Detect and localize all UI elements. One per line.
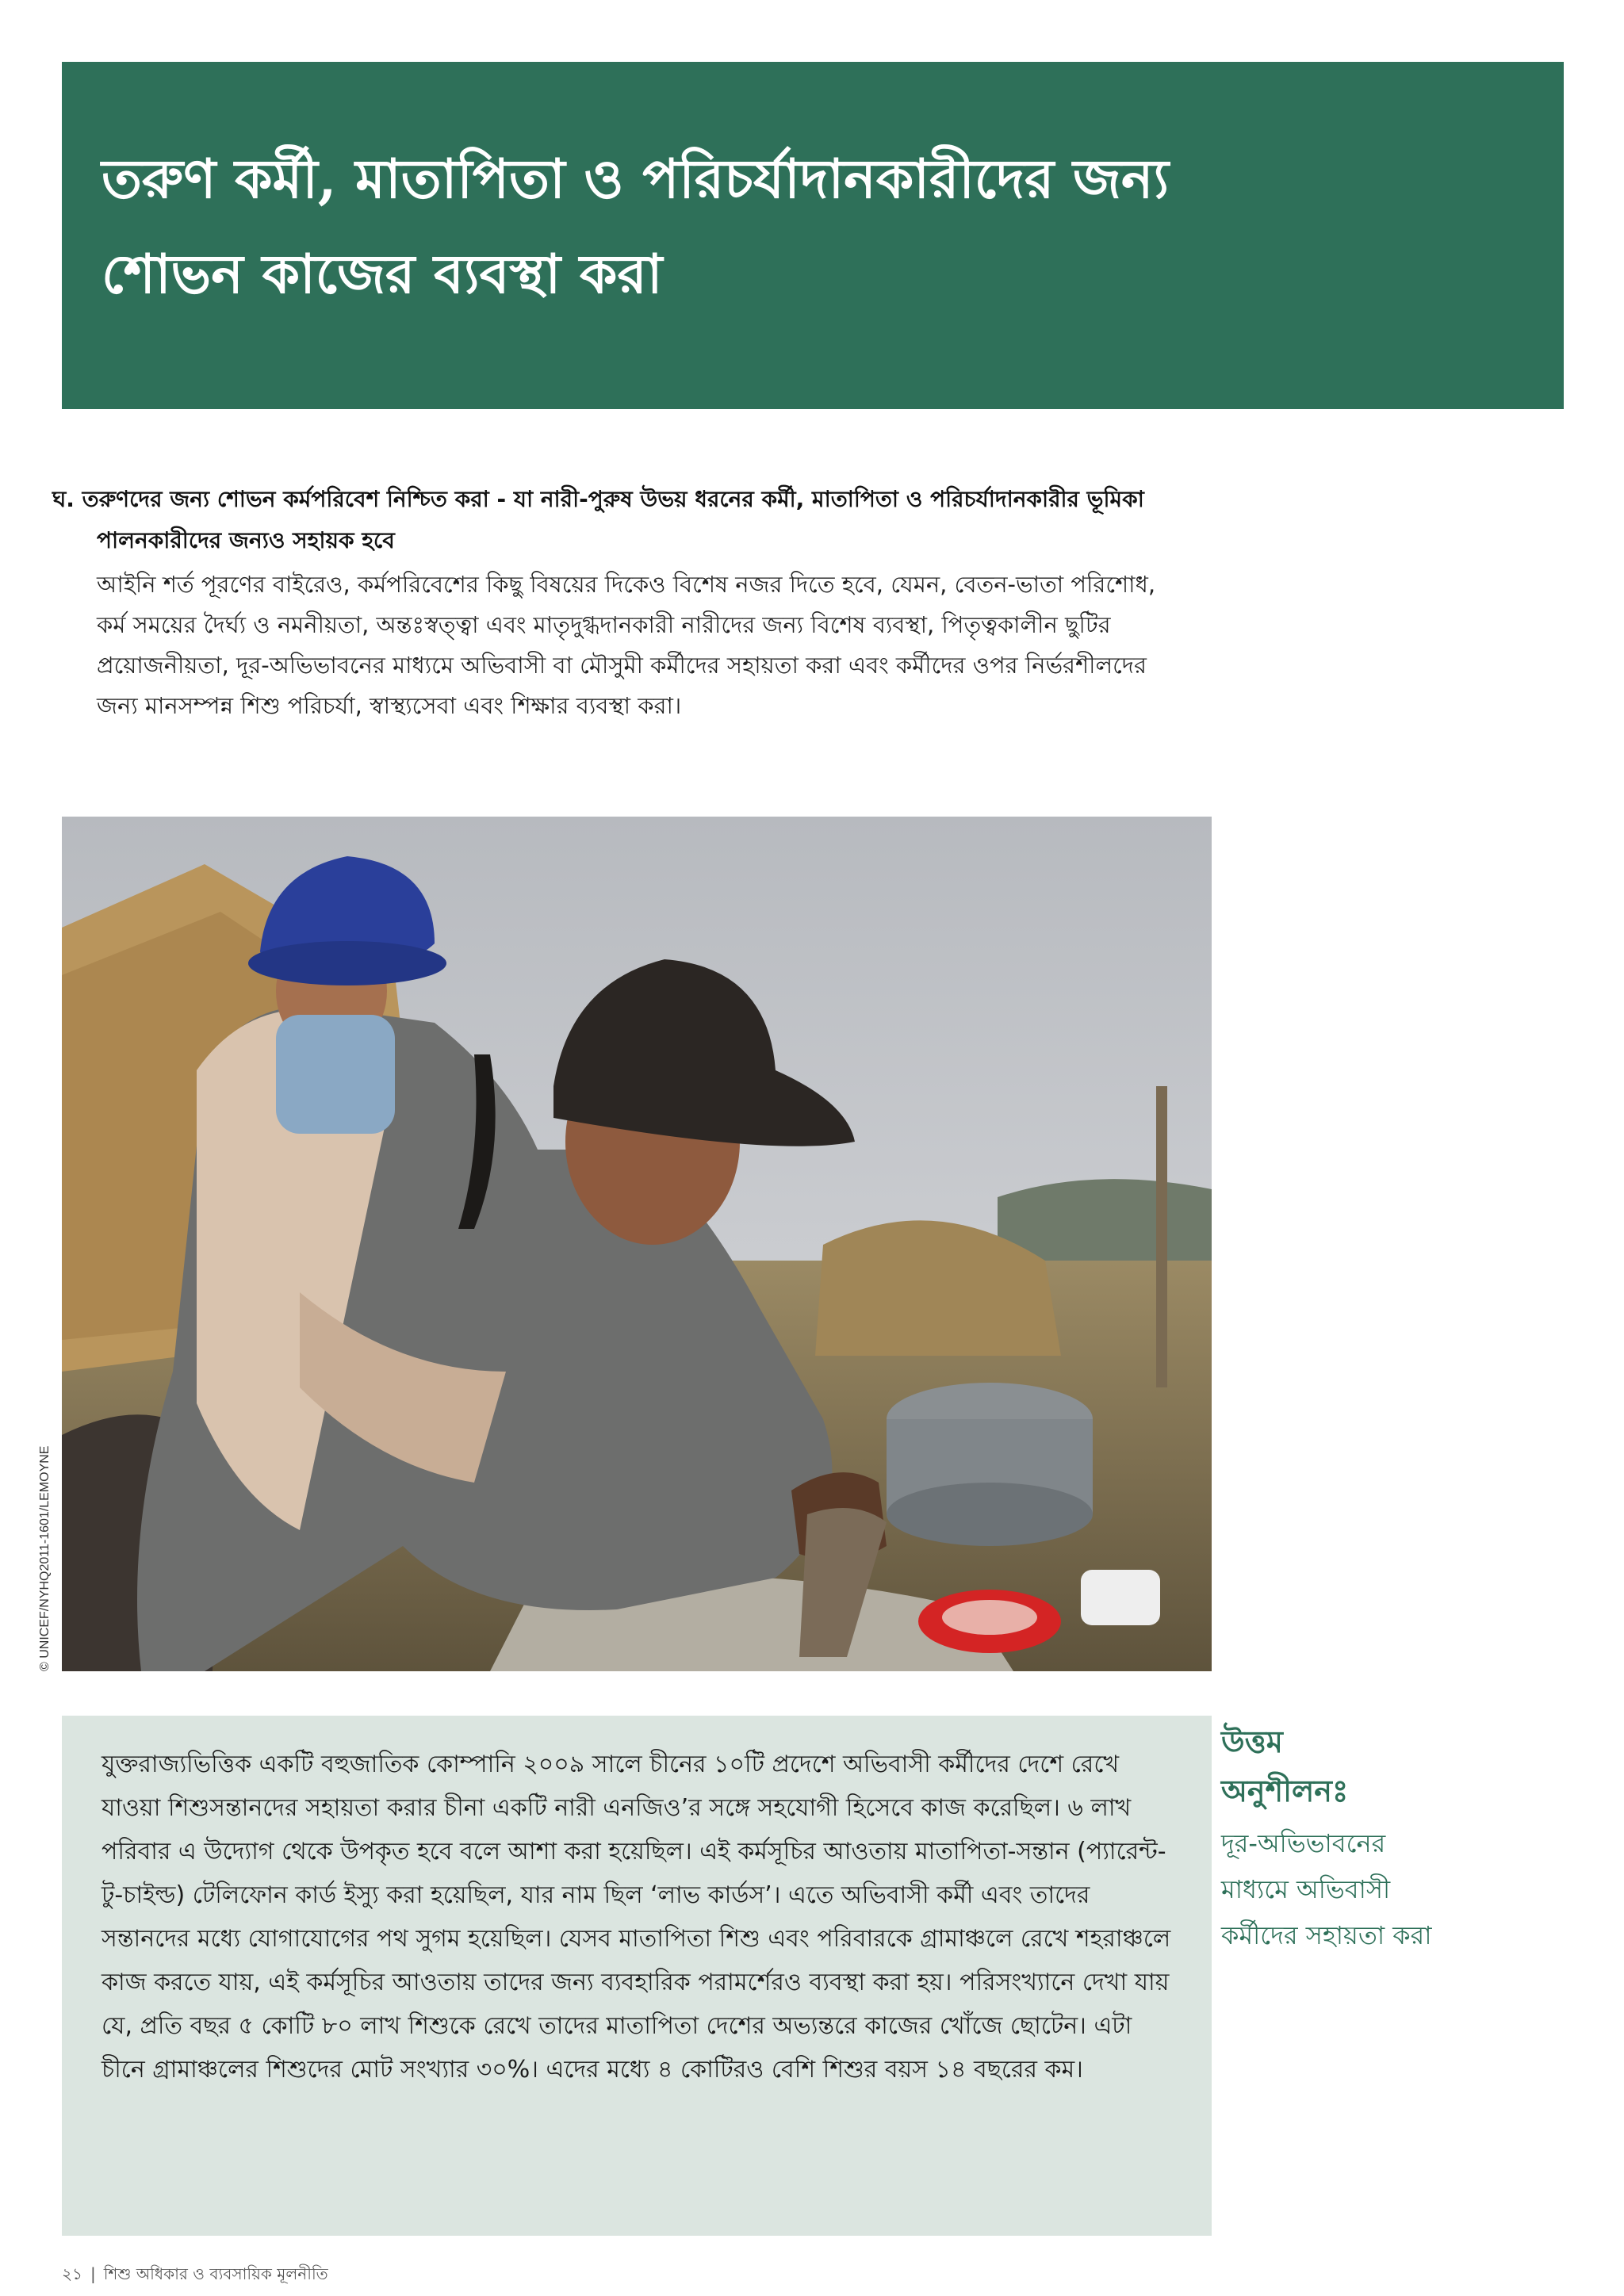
title-banner (62, 62, 1564, 409)
footer-separator: | (90, 2264, 96, 2283)
aside-subheading: দূর-অভিভাবনের মাধ্যমে অভিবাসী কর্মীদের সহায়তা করা (1221, 1828, 1432, 1950)
page-footer (62, 2263, 328, 2289)
page-number: ২১ (62, 2264, 82, 2283)
intro-section (52, 479, 1178, 726)
aside-heading: উত্তম অনুশীলনঃ (1221, 1724, 1349, 1808)
good-practice-aside (1221, 1717, 1459, 1958)
page-title: তরুণ কর্মী, মাতাপিতা ও পরিচর্যাদানকারীদের জন্য শোভন কাজের ব্যবস্থা করা (102, 147, 1170, 306)
footer-book-title: শিশু অধিকার ও ব্যবসায়িক মূলনীতি (103, 2264, 328, 2283)
section-heading: ঘ. তরুণদের জন্য শোভন কর্মপরিবেশ নিশ্চিত করা - যা নারী-পুরুষ উভয় ধরনের কর্মী, মাতাপিতা ও পরিচর্যাদানকারীর ভূমিকা পালনকারীদের জন্যও সহায়ক হবে (52, 486, 1144, 553)
good-practice-box (62, 1716, 1212, 2236)
good-practice-text: যুক্তরাজ্যভিত্তিক একটি বহুজাতিক কোম্পানি ২০০৯ সালে চীনের ১০টি প্রদেশে অভিবাসী কর্মীদের দেশে রেখে যাওয়া শিশুসন্তানদের সহায়তা করার চীনা একটি নারী এনজিও’র সঙ্গে সহযোগী হিসেবে কাজ করেছিল। ৬ লাখ পরিবার এ উদ্যোগ থেকে উপকৃত হবে বলে আশা করা হয়েছিল। এই কর্মসূচির আওতায় মাতাপিতা-সন্তান (প্যারেন্ট-টু-চাইল্ড) টেলিফোন কার্ড ইস্যু করা হয়েছিল, যার নাম ছিল ‘লাভ কার্ডস’। এতে অভিবাসী কর্মী এবং তাদের সন্তানদের মধ্যে যোগাযোগের পথ সুগম হয়েছিল। যেসব মাতাপিতা শিশু এবং পরিবারকে গ্রামাঞ্চলে রেখে শহরাঞ্চলে কাজ করতে যায়, এই কর্মসূচির আওতায় তাদের জন্য ব্যবহারিক পরামর্শেরও ব্যবস্থা করা হয়। পরিসংখ্যানে দেখা যায় যে, প্রতি বছর ৫ কোটি ৮০ লাখ শিশুকে রেখে তাদের মাতাপিতা দেশের অভ্যন্তরে কাজের খোঁজে ছোটেন। এটা চীনে গ্রামাঞ্চলের শিশুদের মোট সংখ্যার ৩০%। এদের মধ্যে ৪ কোটিরও বেশি শিশুর বয়স ১৪ বছরের কম। (102, 1751, 1171, 2084)
photo-woman-with-child (62, 817, 1212, 1671)
photo-illustration (62, 817, 1212, 1671)
section-body: আইনি শর্ত পূরণের বাইরেও, কর্মপরিবেশের কিছু বিষয়ের দিকেও বিশেষ নজর দিতে হবে, যেমন, বেতন-ভাতা পরিশোধ, কর্ম সময়ের দৈর্ঘ্য ও নমনীয়তা, অন্তঃস্বত্ত্বা এবং মাতৃদুগ্ধদানকারী নারীদের জন্য বিশেষ ব্যবস্থা, পিতৃত্বকালীন ছুটির প্রয়োজনীয়তা, দূর-অভিভাবনের মাধ্যমে অভিবাসী বা মৌসুমী কর্মীদের সহায়তা করা এবং কর্মীদের ওপর নির্ভরশীলদের জন্য মানসম্পন্ন শিশু পরিচর্যা, স্বাস্থ্যসেবা এবং শিক্ষার ব্যবস্থা করা। (97, 571, 1156, 719)
photo-credit: © UNICEF/NYHQ2011-1601/LEMOYNE (38, 1445, 52, 1671)
